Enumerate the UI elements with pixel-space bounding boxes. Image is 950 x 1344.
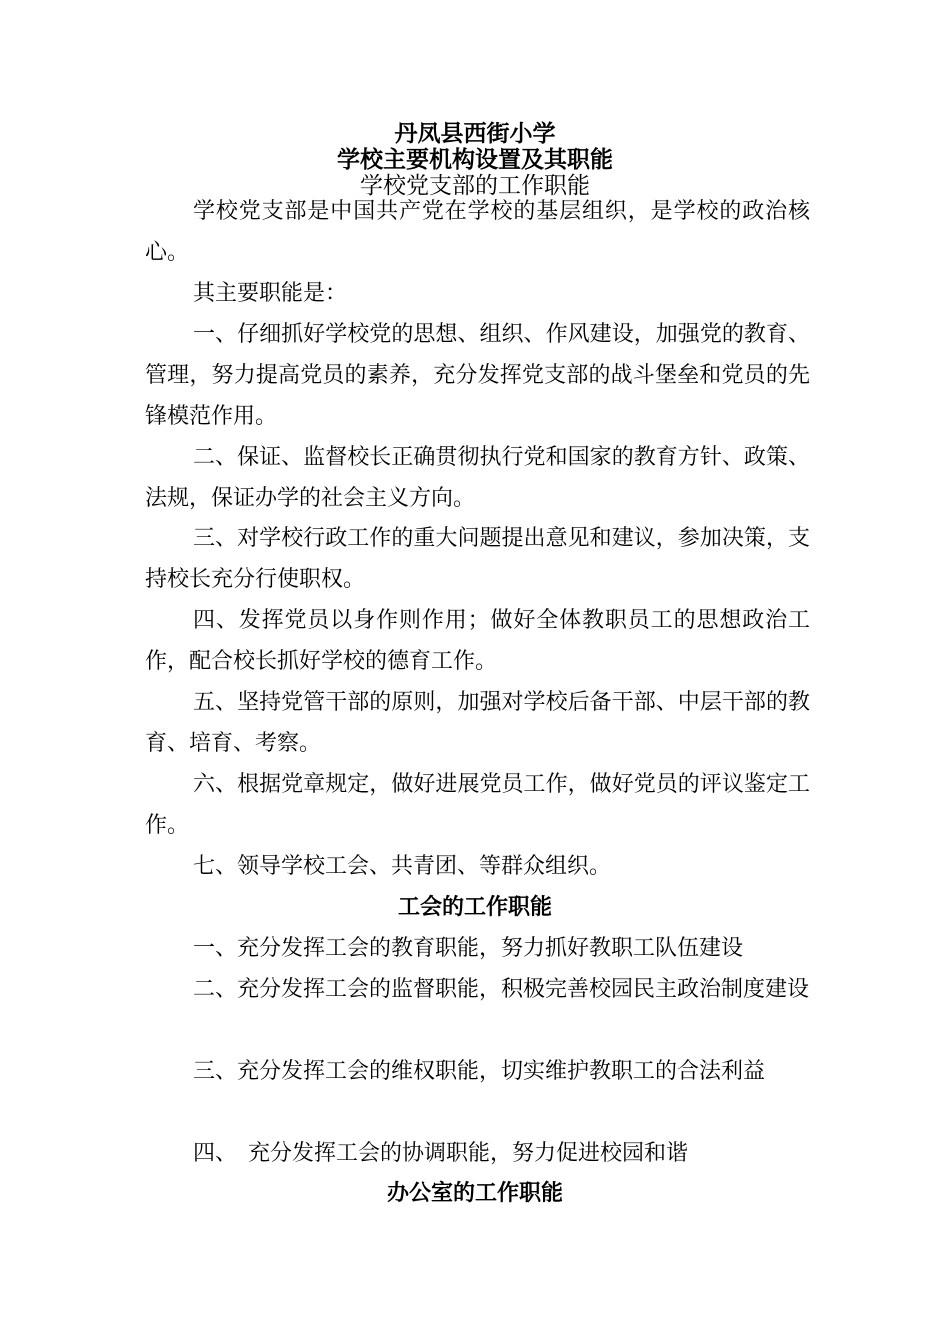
document-title: 学校主要机构设置及其职能 xyxy=(337,147,613,173)
party-paragraph-8: 六、根据党章规定，做好进展党员工作，做好党员的评议鉴定工作。 xyxy=(145,772,810,838)
party-paragraph-3: 一、仔细抓好学校党的思想、组织、作风建设，加强党的教育、管理，努力提高党员的素养，充分发挥党支部的战斗堡垒和党员的先锋模范作用。 xyxy=(145,322,810,429)
party-paragraph-1: 学校党支部是中国共产党在学校的基层组织，是学校的政治核心。 xyxy=(145,199,810,265)
party-paragraph-2: 其主要职能是： xyxy=(193,281,348,306)
union-paragraph-3: 三、充分发挥工会的维权职能，切实维护教职工的合法利益 xyxy=(193,1059,766,1084)
union-heading: 工会的工作职能 xyxy=(397,895,552,920)
party-paragraph-7: 五、坚持党管干部的原则，加强对学校后备干部、中层干部的教育、培育、考察。 xyxy=(145,690,810,756)
school-name: 丹凤县西街小学 xyxy=(394,121,556,147)
union-paragraph-4: 四、 充分发挥工会的协调职能，努力促进校园和谐 xyxy=(193,1141,689,1166)
party-branch-heading: 学校党支部的工作职能 xyxy=(360,173,590,199)
party-paragraph-6: 四、发挥党员以身作则作用；做好全体教职员工的思想政治工作，配合校长抓好学校的德育工作。 xyxy=(145,608,810,674)
office-heading: 办公室的工作职能 xyxy=(386,1181,563,1206)
party-paragraph-4: 二、保证、监督校长正确贯彻执行党和国家的教育方针、政策、法规，保证办学的社会主义方向。 xyxy=(145,445,810,511)
party-paragraph-9: 七、领导学校工会、共青团、等群众组织。 xyxy=(193,854,612,879)
union-paragraph-2: 二、充分发挥工会的监督职能，积极完善校园民主政治制度建设 xyxy=(193,977,810,1002)
party-paragraph-5: 三、对学校行政工作的重大问题提出意见和建议，参加决策，支持校长充分行使职权。 xyxy=(145,526,810,592)
union-paragraph-1: 一、充分发挥工会的教育职能，努力抓好教职工队伍建设 xyxy=(193,936,744,961)
